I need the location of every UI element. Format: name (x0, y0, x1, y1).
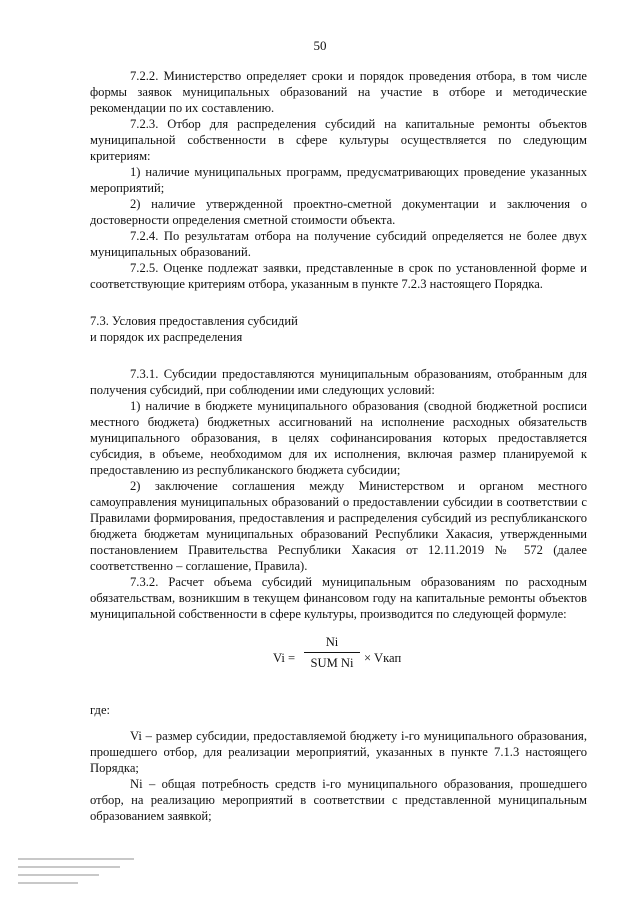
formula-rhs: × Vкап (364, 651, 402, 665)
definition-ni: Ni – общая потребность средств i-го муниципального образования, прошедшего отбор, на реализацию мероприятий в соответствии с представленной муниципальным образованием заявкой; (90, 777, 587, 823)
definition-vi: Vi – размер субсидии, предоставляемой бюджету i-го муниципального образования, прошедшего отбор, для реализации мероприятий, указанных в пункте 7.1.3 настоящего Порядка; (90, 729, 587, 775)
paragraph-7-3-2: 7.3.2. Расчет объема субсидий муниципальным образованиям по расходным обязательствам, возникшим в текущем финансовом году на капитальные ремонты объектов муниципальной собственности в сфере культуры, производится по следующей формуле: (90, 575, 587, 621)
paragraph-7-3-1: 7.3.1. Субсидии предоставляются муниципальным образованиям, отобранным для получения субсидий, при соблюдении ими следующих условий: (90, 367, 587, 397)
section-heading-line2: и порядок их распределения (90, 330, 243, 344)
criterion-1: 1) наличие муниципальных программ, предусматривающих проведение указанных мероприятий; (90, 165, 587, 195)
criterion-2: 2) наличие утвержденной проектно-сметной документации и заключения о достоверности определения сметной стоимости объекта. (90, 197, 587, 227)
section-heading-line1: 7.3. Условия предоставления субсидий (90, 314, 298, 328)
paragraph-7-2-3: 7.2.3. Отбор для распределения субсидий на капитальные ремонты объектов муниципальной собственности в сфере культуры осуществляется по следующим критериям: (90, 117, 587, 163)
formula-lhs: Vi = (273, 651, 296, 665)
where-label: где: (90, 703, 111, 717)
condition-2: 2) заключение соглашения между Министерством и органом местного самоуправления муниципальных образований о предоставлении субсидии в соответствии с Правилами формирования, предоставления и распределения субсидий из республиканского бюджета бюджетам муниципальных образований Республики Хакасия, утвержденными постановлением Правительства Республики Хакасия от 12.11.2019 № 572 (далее соответственно – соглашение, Правила). (90, 479, 587, 573)
paragraph-7-2-4: 7.2.4. По результатам отбора на получение субсидий определяется не более двух муниципальных образований. (90, 229, 587, 259)
document-body (90, 68, 587, 824)
page-number: 50 (313, 38, 327, 53)
paragraph-7-2-2: 7.2.2. Министерство определяет сроки и порядок проведения отбора, в том числе формы заявок муниципальных образований на участие в отборе и методические рекомендации по их составлению. (90, 69, 587, 115)
condition-1: 1) наличие в бюджете муниципального образования (сводной бюджетной росписи местного бюджета) бюджетных ассигнований на исполнение расходных обязательств муниципального образования, в целях софинансирования которых предоставляется субсидия, в объеме, необходимом для их исполнения, включая размер планируемой к предоставлению из республиканского бюджета субсидии; (90, 399, 587, 477)
fraction-bar (304, 652, 360, 653)
paragraph-7-2-5: 7.2.5. Оценке подлежат заявки, представленные в срок по установленной форме и соответствующие критериям отбора, указанным в пункте 7.2.3 настоящего Порядка. (90, 261, 587, 291)
formula-fraction (304, 634, 360, 671)
formula-numerator: Ni (325, 635, 339, 649)
faded-stamp (18, 852, 134, 894)
subsidy-formula (90, 630, 587, 692)
formula-denominator: SUM Ni (310, 656, 354, 670)
